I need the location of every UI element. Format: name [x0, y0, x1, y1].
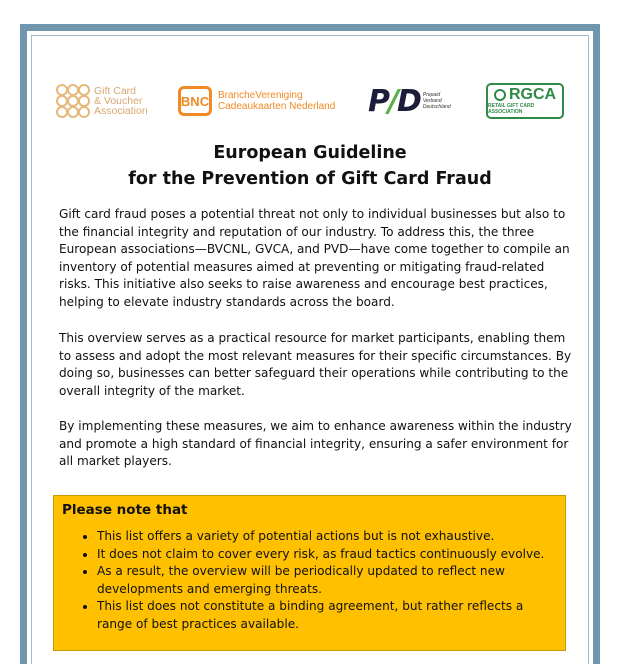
- rgca-badge: [486, 83, 564, 119]
- title-line1: European Guideline: [213, 143, 407, 163]
- bvcnl-logo: [178, 76, 335, 126]
- pvd-logo-text: Prepaid Verband Deutschland: [422, 92, 451, 110]
- document-frame: [20, 24, 600, 664]
- bvcnl-mark-icon: BNC: [178, 86, 212, 116]
- logo-row: [32, 76, 588, 126]
- bvcnl-line1: BrancheVereniging: [218, 90, 303, 101]
- note-item: • This list offers a variety of potential actions but is not exhaustive.: [97, 528, 557, 546]
- note-item: • As a result, the overview will be periodically updated to reflect new developments and emerging threats.: [97, 563, 557, 598]
- gcva-mark-icon: [56, 84, 90, 118]
- rgca-logo: [486, 76, 564, 126]
- intro-paragraph-3: By implementing these measures, we aim to enhance awareness within the industry and promote a high standard of financial integrity, ensuring a safer environment for all market players.: [59, 419, 572, 468]
- note-item: • This list does not constitute a binding agreement, but rather reflects a range of best practices available.: [97, 598, 557, 633]
- bvcnl-logo-text: [218, 90, 335, 112]
- note-heading: Please note that: [62, 502, 188, 518]
- gcva-line3: Association: [94, 105, 148, 117]
- intro-paragraph-2: This overview serves as a practical resource for market participants, enabling them to assess and adopt the most relevant measures for their specific circumstances. By doing so, businesses can better safeguard their operations while contributing to the overall integrity of the market.: [59, 331, 572, 398]
- bvcnl-line2: Cadeaukaarten Nederland: [218, 101, 336, 112]
- intro-paragraph-1: Gift card fraud poses a potential threat not only to individual businesses but also to the financial integrity and reputation of our industry. To address this, the three European associations—BVCNL, GVCA, and PVD—have come together to compile an inventory of potential measures aimed at preventing or mitigating fraud-related risks. This initiative also seeks to raise awareness and encourage best practices, helping to elevate industry standards across the board.: [59, 207, 570, 309]
- gcva-logo: [56, 76, 148, 126]
- gcva-line1: Gift Card: [94, 85, 137, 97]
- gcva-line2: & Voucher: [94, 95, 143, 107]
- note-item: • It does not claim to cover every risk, as fraud tactics continuously evolve.: [97, 546, 557, 564]
- rgca-name: RGCA: [508, 86, 557, 103]
- rgca-gift-icon: [494, 89, 506, 101]
- document-inner-border: [31, 35, 589, 664]
- document-title: [32, 140, 588, 192]
- note-box: [53, 495, 566, 651]
- pvd-logo: [368, 76, 451, 126]
- gcva-logo-text: [94, 86, 148, 116]
- note-list: [62, 528, 557, 633]
- pvd-mark-icon: P/D: [368, 83, 420, 119]
- title-line2: for the Prevention of Gift Card Fraud: [128, 169, 492, 189]
- rgca-subtitle: RETAIL GIFT CARD ASSOCIATION: [488, 103, 535, 115]
